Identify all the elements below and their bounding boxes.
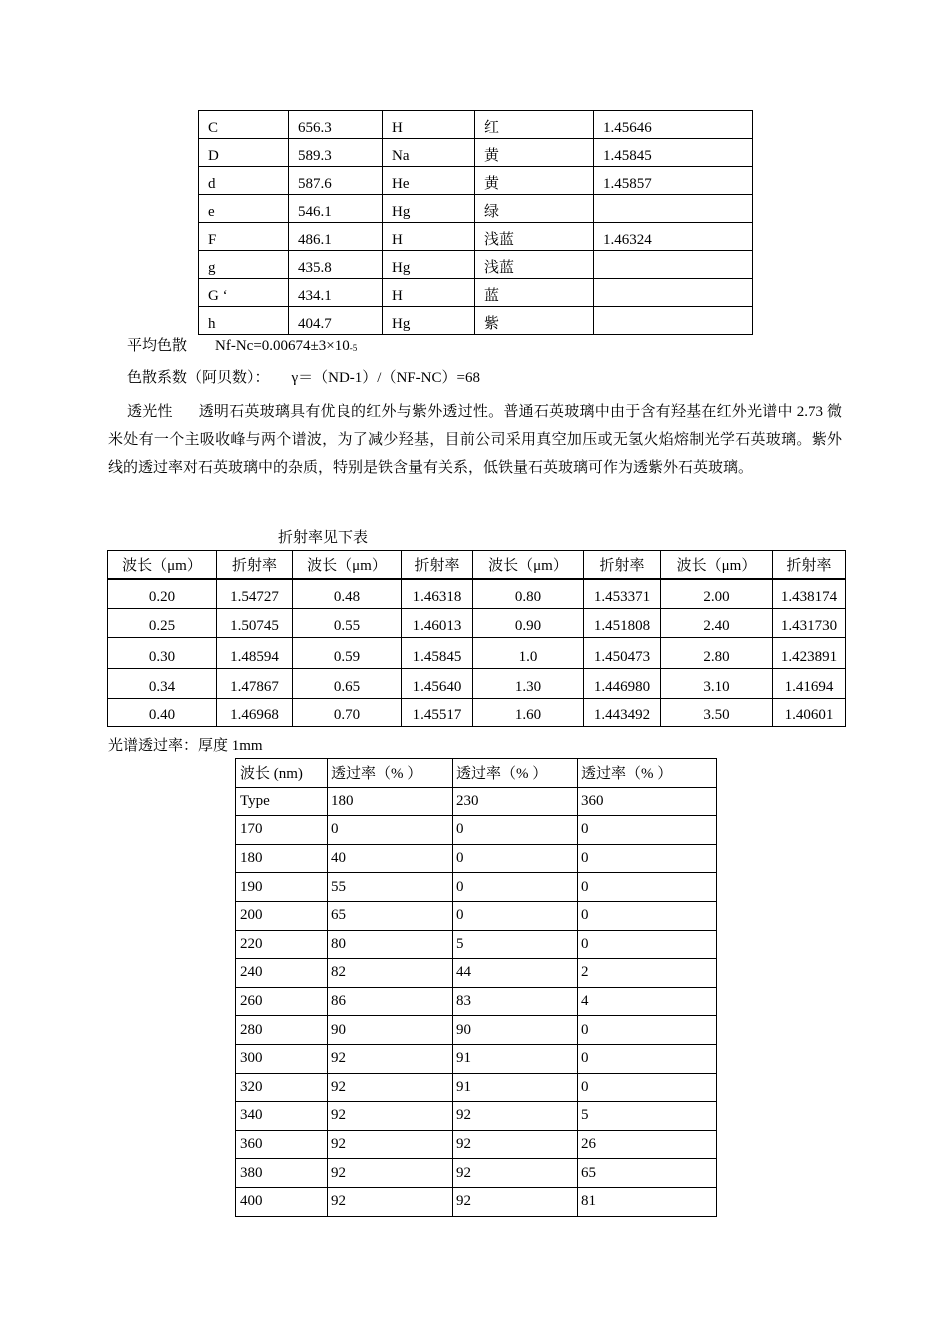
table-row: [199, 251, 753, 279]
line-index-cell: 1.45646: [594, 111, 753, 139]
refractive-index-cell: 1.453371: [584, 579, 661, 608]
refractive-index-cell: 1.47867: [217, 668, 293, 698]
refractive-index-cell: 1.54727: [217, 579, 293, 608]
line-color-cell: 黄: [475, 139, 594, 167]
column-header: 折射率: [402, 551, 473, 580]
line-symbol-cell: e: [199, 195, 289, 223]
transmittance-cell: 55: [328, 873, 453, 902]
wavelength-cell: 波长 (nm): [236, 759, 328, 788]
table-row: [236, 1044, 717, 1073]
line-symbol-cell: G ‘: [199, 279, 289, 307]
table-row: [199, 279, 753, 307]
line-wavelength-cell: 589.3: [289, 139, 383, 167]
transmittance-cell: 0: [328, 816, 453, 845]
table-row: [108, 698, 846, 726]
table-row: [108, 608, 846, 637]
line-wavelength-cell: 435.8: [289, 251, 383, 279]
line-color-cell: 黄: [475, 167, 594, 195]
wavelength-cell: 180: [236, 844, 328, 873]
wavelength-cell: 340: [236, 1102, 328, 1131]
line-index-cell: 1.46324: [594, 223, 753, 251]
transmittance-cell: 92: [453, 1187, 578, 1216]
line-element-cell: H: [383, 111, 475, 139]
transmittance-cell: 0: [453, 901, 578, 930]
line-element-cell: Na: [383, 139, 475, 167]
table-row: [236, 1159, 717, 1188]
wavelength-cell: 2.40: [661, 608, 773, 637]
line-symbol-cell: D: [199, 139, 289, 167]
wavelength-cell: 400: [236, 1187, 328, 1216]
table-row: [236, 844, 717, 873]
column-header: 波长（μm）: [473, 551, 584, 580]
refractive-index-cell: 1.48594: [217, 637, 293, 668]
line-color-cell: 蓝: [475, 279, 594, 307]
avg-dispersion-line: [127, 339, 357, 354]
table-row: [108, 579, 846, 608]
refractive-index-cell: 1.438174: [773, 579, 846, 608]
table-row: [236, 873, 717, 902]
wavelength-cell: 2.80: [661, 637, 773, 668]
refractive-index-cell: 1.40601: [773, 698, 846, 726]
transmittance-cell: 65: [328, 901, 453, 930]
refractive-index-cell: 1.46013: [402, 608, 473, 637]
table-row: [199, 223, 753, 251]
line-wavelength-cell: 434.1: [289, 279, 383, 307]
transmittance-cell: 0: [453, 873, 578, 902]
refractive-index-cell: 1.45845: [402, 637, 473, 668]
line-color-cell: 紫: [475, 307, 594, 335]
transmittance-cell: 92: [453, 1130, 578, 1159]
transmittance-cell: 0: [578, 901, 717, 930]
wavelength-cell: 1.60: [473, 698, 584, 726]
wavelength-cell: 3.50: [661, 698, 773, 726]
refractive-index-cell: 1.446980: [584, 668, 661, 698]
refractive-index-cell: 1.450473: [584, 637, 661, 668]
transmittance-cell: 92: [453, 1159, 578, 1188]
table-header-row: [236, 759, 717, 788]
refractive-index-cell: 1.50745: [217, 608, 293, 637]
transmittance-cell: 透过率（% ）: [328, 759, 453, 788]
column-header: 折射率: [217, 551, 293, 580]
table-row: [199, 111, 753, 139]
line-wavelength-cell: 404.7: [289, 307, 383, 335]
column-header: 折射率: [584, 551, 661, 580]
wavelength-cell: 0.80: [473, 579, 584, 608]
wavelength-cell: 280: [236, 1016, 328, 1045]
transmittance-cell: 92: [328, 1159, 453, 1188]
transmittance-cell: 80: [328, 930, 453, 959]
table-row: [236, 1130, 717, 1159]
transmittance-cell: 92: [328, 1073, 453, 1102]
line-wavelength-cell: 486.1: [289, 223, 383, 251]
avg-dispersion-value: Nf-Nc=0.00674±3×10: [215, 338, 350, 354]
abbe-value: γ＝（ND-1）/（NF-NC）=68: [291, 370, 480, 386]
transmittance-cell: 81: [578, 1187, 717, 1216]
wavelength-cell: 2.00: [661, 579, 773, 608]
wavelength-cell: Type: [236, 787, 328, 816]
line-wavelength-cell: 587.6: [289, 167, 383, 195]
transmittance-cell: 180: [328, 787, 453, 816]
refractive-index-cell: 1.431730: [773, 608, 846, 637]
transmittance-cell: 92: [328, 1187, 453, 1216]
transmission-label: 透光性: [127, 404, 173, 420]
wavelength-cell: 0.65: [293, 668, 402, 698]
transmittance-cell: 透过率（% ）: [578, 759, 717, 788]
wavelength-cell: 0.40: [108, 698, 217, 726]
transmittance-cell: 90: [328, 1016, 453, 1045]
refractive-index-cell: 1.451808: [584, 608, 661, 637]
table-row: [108, 668, 846, 698]
wavelength-cell: 320: [236, 1073, 328, 1102]
transmittance-cell: 4: [578, 987, 717, 1016]
table-row: [236, 1102, 717, 1131]
line-element-cell: Hg: [383, 307, 475, 335]
table-row: [199, 167, 753, 195]
line-wavelength-cell: 656.3: [289, 111, 383, 139]
table-row: [199, 195, 753, 223]
wavelength-cell: 360: [236, 1130, 328, 1159]
line-element-cell: He: [383, 167, 475, 195]
table-row: [236, 1016, 717, 1045]
column-header: 折射率: [773, 551, 846, 580]
wavelength-cell: 190: [236, 873, 328, 902]
column-header: 波长（μm）: [108, 551, 217, 580]
transmittance-cell: 86: [328, 987, 453, 1016]
transmittance-cell: 透过率（% ）: [453, 759, 578, 788]
transmittance-cell: 91: [453, 1073, 578, 1102]
table-row: [236, 987, 717, 1016]
transmittance-cell: 0: [578, 844, 717, 873]
line-index-cell: [594, 279, 753, 307]
column-header: 波长（μm）: [293, 551, 402, 580]
refractive-index-cell: 1.45640: [402, 668, 473, 698]
wavelength-cell: 240: [236, 959, 328, 988]
wavelength-cell: 3.10: [661, 668, 773, 698]
line-index-cell: [594, 251, 753, 279]
transmittance-cell: 5: [453, 930, 578, 959]
table-row: [236, 1187, 717, 1216]
transmittance-cell: 0: [453, 844, 578, 873]
transmittance-cell: 83: [453, 987, 578, 1016]
transmittance-cell: 92: [453, 1102, 578, 1131]
spectral-lines-table: [198, 110, 753, 335]
wavelength-cell: 0.48: [293, 579, 402, 608]
wavelength-cell: 0.30: [108, 637, 217, 668]
table-row: [236, 1073, 717, 1102]
transmittance-cell: 5: [578, 1102, 717, 1131]
line-element-cell: H: [383, 223, 475, 251]
refractive-index-caption: 折射率见下表: [278, 530, 369, 546]
transmittance-cell: 0: [578, 816, 717, 845]
abbe-label: 色散系数（阿贝数）：: [127, 370, 270, 386]
refractive-index-cell: 1.423891: [773, 637, 846, 668]
transmittance-cell: 92: [328, 1102, 453, 1131]
wavelength-cell: 0.34: [108, 668, 217, 698]
refractive-index-cell: 1.45517: [402, 698, 473, 726]
transmission-text: 透明石英玻璃具有优良的红外与紫外透过性。普通石英玻璃中由于含有羟基在红外光谱中 2.73 微米处有一个主吸收峰与两个谱波，为了减少羟基，目前公司采用真空加压或无氢火焰熔制光学石英玻璃。紫外线的透过率对石英玻璃中的杂质，特别是铁含量有关系，低铁量石英玻璃可作为透紫外石英玻璃。: [108, 404, 842, 476]
avg-dispersion-label: 平均色散: [127, 338, 188, 354]
wavelength-cell: 0.25: [108, 608, 217, 637]
transmittance-cell: 92: [328, 1044, 453, 1073]
wavelength-cell: 300: [236, 1044, 328, 1073]
transmittance-cell: 0: [453, 816, 578, 845]
line-symbol-cell: g: [199, 251, 289, 279]
line-color-cell: 绿: [475, 195, 594, 223]
wavelength-cell: 0.70: [293, 698, 402, 726]
transmittance-cell: 230: [453, 787, 578, 816]
line-element-cell: Hg: [383, 195, 475, 223]
table-header-row: [108, 551, 846, 580]
abbe-number-line: [127, 371, 480, 386]
transmittance-cell: 26: [578, 1130, 717, 1159]
line-element-cell: H: [383, 279, 475, 307]
table-row: [236, 959, 717, 988]
line-index-cell: [594, 195, 753, 223]
table-row: [199, 307, 753, 335]
transmittance-cell: 360: [578, 787, 717, 816]
transmittance-cell: 65: [578, 1159, 717, 1188]
transmittance-cell: 92: [328, 1130, 453, 1159]
wavelength-cell: 1.0: [473, 637, 584, 668]
refractive-index-cell: 1.443492: [584, 698, 661, 726]
transmittance-cell: 0: [578, 873, 717, 902]
table-row: [236, 930, 717, 959]
transmission-paragraph: [108, 398, 842, 482]
line-wavelength-cell: 546.1: [289, 195, 383, 223]
wavelength-cell: 0.20: [108, 579, 217, 608]
wavelength-cell: 0.55: [293, 608, 402, 637]
wavelength-cell: 0.59: [293, 637, 402, 668]
line-color-cell: 浅蓝: [475, 223, 594, 251]
wavelength-cell: 0.90: [473, 608, 584, 637]
line-index-cell: 1.45845: [594, 139, 753, 167]
line-color-cell: 红: [475, 111, 594, 139]
wavelength-cell: 170: [236, 816, 328, 845]
table-row: [236, 901, 717, 930]
line-symbol-cell: d: [199, 167, 289, 195]
refractive-index-table: [107, 550, 846, 727]
transmittance-cell: 91: [453, 1044, 578, 1073]
transmittance-cell: 82: [328, 959, 453, 988]
spectral-transmittance-caption: 光谱透过率：厚度 1mm: [108, 738, 263, 754]
column-header: 波长（μm）: [661, 551, 773, 580]
wavelength-cell: 260: [236, 987, 328, 1016]
transmittance-cell: 0: [578, 1044, 717, 1073]
line-index-cell: 1.45857: [594, 167, 753, 195]
wavelength-cell: 200: [236, 901, 328, 930]
table-row: [236, 816, 717, 845]
line-element-cell: Hg: [383, 251, 475, 279]
wavelength-cell: 220: [236, 930, 328, 959]
transmittance-cell: 40: [328, 844, 453, 873]
refractive-index-cell: 1.46968: [217, 698, 293, 726]
spectral-transmittance-table: [235, 758, 717, 1217]
transmittance-cell: 2: [578, 959, 717, 988]
refractive-index-cell: 1.41694: [773, 668, 846, 698]
refractive-index-cell: 1.46318: [402, 579, 473, 608]
table-row: [108, 637, 846, 668]
transmittance-cell: 44: [453, 959, 578, 988]
wavelength-cell: 1.30: [473, 668, 584, 698]
transmittance-cell: 0: [578, 930, 717, 959]
line-symbol-cell: h: [199, 307, 289, 335]
transmittance-cell: 0: [578, 1073, 717, 1102]
line-color-cell: 浅蓝: [475, 251, 594, 279]
type-row: [236, 787, 717, 816]
avg-dispersion-exponent: -5: [349, 343, 358, 353]
wavelength-cell: 380: [236, 1159, 328, 1188]
transmittance-cell: 0: [578, 1016, 717, 1045]
table-row: [199, 139, 753, 167]
line-symbol-cell: F: [199, 223, 289, 251]
line-index-cell: [594, 307, 753, 335]
transmittance-cell: 90: [453, 1016, 578, 1045]
line-symbol-cell: C: [199, 111, 289, 139]
